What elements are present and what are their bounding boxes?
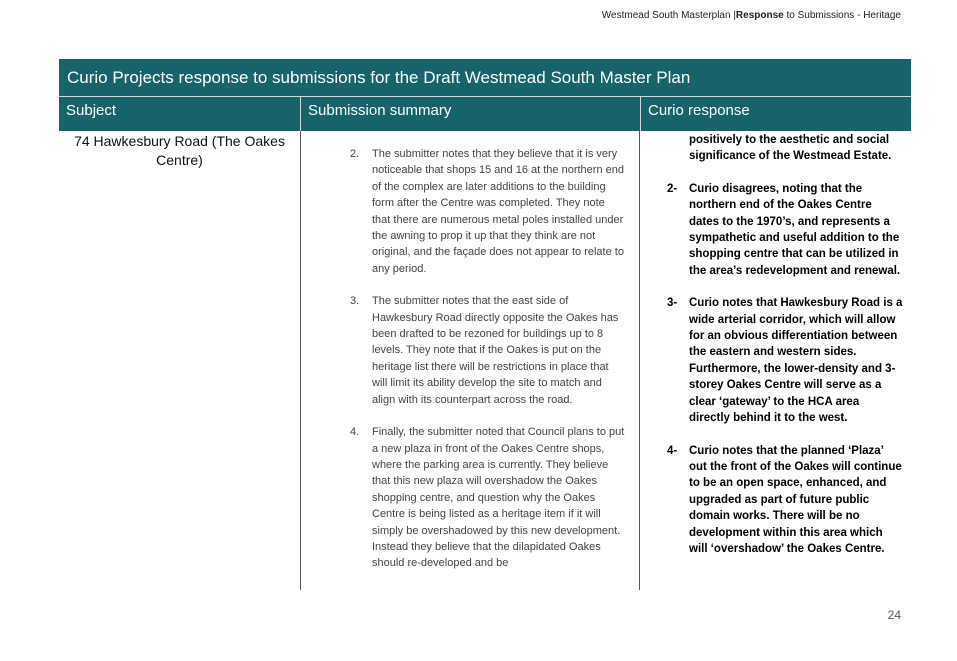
header-suffix: to Submissions - Heritage (783, 10, 901, 21)
summary-item (300, 424, 640, 572)
summary-item-number: 4. (350, 426, 360, 439)
summary-item (300, 146, 640, 277)
response-item-text: Curio notes that Hawkesbury Road is a wide arterial corridor, which will allow for an obvious differentiation between the eastern and western sides. Furthermore, the lower-density and 3-storey Oakes Centre will serve as a clear ‘gateway’ to the HCA area directly behind it to the west. (689, 297, 903, 425)
running-header (602, 10, 901, 21)
summary-item (300, 293, 640, 408)
response-item (640, 295, 911, 426)
response-item-text: Curio notes that the planned ‘Plaza’ out the front of the Oakes will continue to be an open space, enhanced, and upgraded as part of future public domain works. There will be no development within this area which will ‘overshadow’ the Oakes Centre. (689, 444, 902, 555)
response-item-number: 4- (667, 444, 678, 457)
response-item (640, 443, 911, 558)
column-header-subject: Subject (59, 96, 300, 131)
summary-item-number: 3. (350, 295, 360, 308)
summary-item-number: 2. (350, 148, 360, 160)
response-continuation: positively to the aesthetic and social significance of the Westmead Estate. (689, 134, 892, 163)
response-item-number: 3- (667, 297, 678, 310)
column-header-summary: Submission summary (300, 96, 640, 131)
submission-summary-list (300, 146, 640, 588)
page-number: 24 (887, 608, 901, 622)
column-header-response: Curio response (640, 96, 911, 131)
header-bold: Response (735, 10, 784, 21)
summary-item-text: The submitter notes that the east side of Hawkesbury Road directly opposite the Oakes has been drafted to be rezoned for buildings up to 8 levels. They note that if the Oakes is put on the heritage list there will be restrictions in place that will limit its ability develop the site to match and align with its counterpart across the road. (372, 295, 619, 406)
curio-response-cell (640, 132, 911, 573)
header-prefix: Westmead South Masterplan | (601, 10, 736, 21)
summary-item-text: The submitter notes that they believe that it is very noticeable that shops 15 and 16 at the northern end of the complex are later additions to the building form after the Centre was completed. They note that there are numerous metal poles installed under the awning to prop it up that they think are not original, and the façade does not appear to relate to any period. (372, 148, 624, 275)
response-item-text: Curio disagrees, noting that the northern end of the Oakes Centre dates to the 1970’s, and represents a sympathetic and useful addition to the shopping centre that can be utilized in the area’s redevelopment and renewal. (689, 182, 901, 277)
subject-cell: 74 Hawkesbury Road (The Oakes Centre) (74, 133, 285, 168)
response-item-number: 2- (667, 182, 678, 195)
summary-item-text: Finally, the submitter noted that Council plans to put a new plaza in front of the Oakes Centre shops, where the parking area is currently. They believe that this new plaza will overshadow the Oakes shopping centre, and question why the Oakes Centre is being listed as a heritage item if it will simply be overshadowed by this new development. Instead they believe that the dilapidated Oakes should re-developed and be (372, 426, 625, 570)
response-item (640, 181, 911, 279)
table-title: Curio Projects response to submissions for the Draft Westmead South Master Plan (59, 59, 911, 96)
